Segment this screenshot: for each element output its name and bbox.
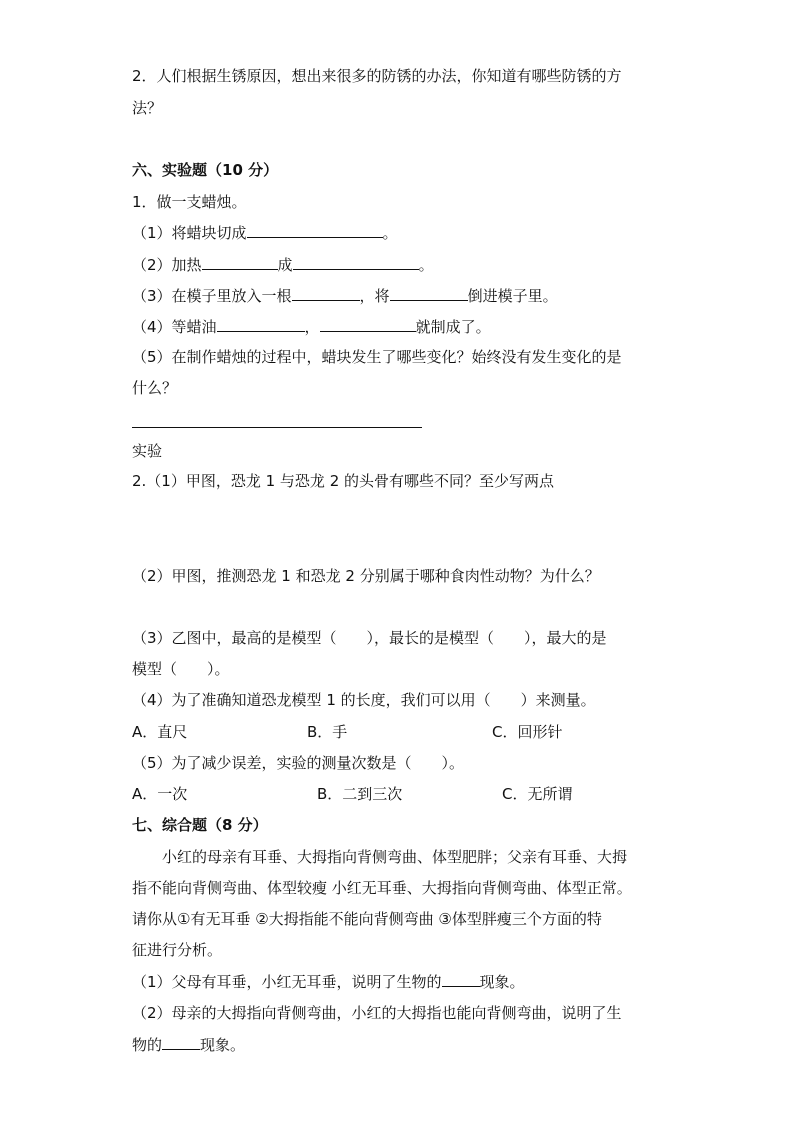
option-a[interactable]: A．直尺 [132, 723, 188, 741]
step4-mid: ， [304, 318, 320, 336]
step4-end: 就制成了。 [415, 318, 491, 336]
step3-mid: ，将 [359, 287, 390, 305]
answer-blank[interactable] [217, 316, 305, 332]
section7-part2-line2 [132, 1034, 245, 1055]
question2-part3-line1: （3）乙图中，最高的是模型（ ），最长的是模型（ ），最大的是 [132, 629, 607, 647]
question1-title: 1．做一支蜡烛。 [132, 193, 247, 211]
option-a[interactable]: A．一次 [132, 785, 188, 803]
step3-end: 倒进模子里。 [467, 287, 558, 305]
part1-end: 现象。 [479, 973, 525, 991]
answer-blank[interactable] [247, 222, 383, 238]
question2-part5: （5）为了减少误差，实验的测量次数是（ ）。 [132, 754, 465, 772]
step3-text: （3）在模子里放入一根 [132, 287, 292, 305]
option-c[interactable]: C．无所谓 [502, 785, 573, 803]
question1-step1 [132, 222, 398, 243]
section7-part1 [132, 971, 525, 992]
question-rust-line1: 2．人们根据生锈原因，想出来很多的防锈的办法，你知道有哪些防锈的方 [132, 67, 622, 85]
step1-text: （1）将蜡块切成 [132, 224, 247, 242]
question1-step4 [132, 316, 491, 337]
step1-end: 。 [382, 224, 398, 242]
step2-mid: 成 [277, 256, 293, 274]
answer-blank[interactable] [293, 254, 419, 270]
question-rust-line2: 法？ [132, 99, 163, 117]
answer-blank[interactable] [442, 971, 480, 987]
step2-end: 。 [418, 256, 434, 274]
answer-blank[interactable] [162, 1034, 200, 1050]
section7-title: 七、综合题（8 分） [132, 816, 268, 834]
part2-text: 物的 [132, 1036, 163, 1054]
question2-part1: 2.（1）甲图，恐龙 1 与恐龙 2 的头骨有哪些不同？至少写两点 [132, 472, 555, 490]
question1-step2 [132, 254, 434, 275]
paragraph-line2: 指不能向背侧弯曲、体型较瘦 小红无耳垂、大拇指向背侧弯曲、体型正常。 [132, 879, 632, 897]
paragraph-line3: 请你从①有无耳垂 ②大拇指能不能向背侧弯曲 ③体型胖瘦三个方面的特 [132, 910, 602, 928]
question1-step5-line2: 什么？ [132, 379, 178, 397]
answer-blank[interactable] [320, 316, 416, 332]
step4-text: （4）等蜡油 [132, 318, 217, 336]
image-placeholder-text: 实验 [132, 442, 163, 460]
paragraph-line4: 征进行分析。 [132, 941, 223, 959]
step2-text: （2）加热 [132, 256, 202, 274]
answer-blank[interactable] [390, 285, 468, 301]
question2-part3-line2: 模型（ ）。 [132, 660, 230, 678]
answer-blank[interactable] [202, 254, 278, 270]
paragraph-line1: 小红的母亲有耳垂、大拇指向背侧弯曲、体型肥胖；父亲有耳垂、大拇 [162, 848, 628, 866]
answer-line[interactable] [132, 427, 422, 428]
option-b[interactable]: B．手 [307, 723, 348, 741]
question1-step5-line1: （5）在制作蜡烛的过程中，蜡块发生了哪些变化？始终没有发生变化的是 [132, 348, 622, 366]
option-c[interactable]: C．回形针 [492, 723, 563, 741]
question2-part4: （4）为了准确知道恐龙模型 1 的长度，我们可以用（ ）来测量。 [132, 691, 596, 709]
option-b[interactable]: B．二到三次 [317, 785, 403, 803]
part2-end: 现象。 [200, 1036, 246, 1054]
question1-step3 [132, 285, 558, 306]
part1-text: （1）父母有耳垂，小红无耳垂，说明了生物的 [132, 973, 442, 991]
section6-title: 六、实验题（10 分） [132, 161, 279, 179]
section7-part2-line1: （2）母亲的大拇指向背侧弯曲，小红的大拇指也能向背侧弯曲，说明了生 [132, 1004, 622, 1022]
question2-part2: （2）甲图，推测恐龙 1 和恐龙 2 分别属于哪种食肉性动物？为什么？ [132, 567, 600, 585]
answer-blank[interactable] [292, 285, 360, 301]
